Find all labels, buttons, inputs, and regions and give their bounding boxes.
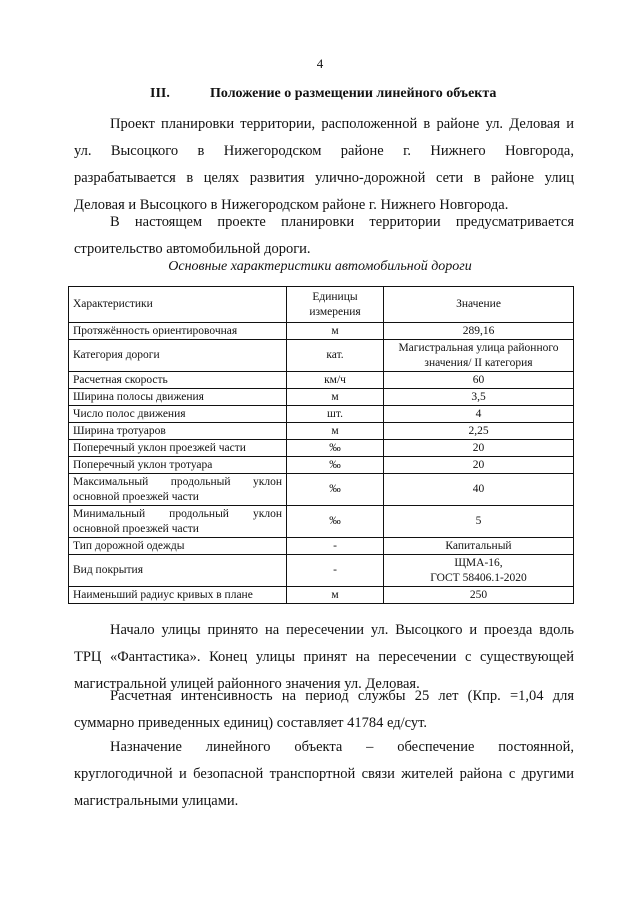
unit-cell: м — [287, 423, 384, 440]
text-line: строительство автомобильной дороги. — [74, 241, 311, 257]
table-header-row — [69, 287, 574, 323]
value-text: 5 — [475, 515, 482, 527]
value-cell — [384, 406, 574, 423]
header-characteristics: Характеристики — [69, 287, 287, 323]
unit-cell: ‰ — [287, 440, 384, 457]
unit-cell: шт. — [287, 406, 384, 423]
characteristic-text: Минимальный продольный уклон — [73, 507, 282, 520]
unit-cell: м — [287, 587, 384, 604]
header-value: Значение — [384, 287, 574, 323]
value-text: Магистральная улица районного — [398, 341, 559, 354]
value-text: 20 — [472, 441, 485, 454]
characteristic-cell — [69, 506, 287, 538]
value-cell — [384, 457, 574, 474]
characteristic-text: Максимальный продольный уклон — [73, 475, 282, 488]
value-cell — [384, 340, 574, 372]
characteristic-text: Число полос движения — [73, 407, 186, 420]
unit-cell: - — [287, 555, 384, 587]
characteristic-text: Ширина тротуаров — [73, 424, 166, 437]
table-row — [69, 423, 574, 440]
text-line: ТРЦ «Фантастика». Конец улицы принят на пересечении с существующей — [74, 649, 574, 665]
unit-cell: м — [287, 323, 384, 340]
characteristic-cell — [69, 474, 287, 506]
value-text: 4 — [475, 407, 482, 420]
text-line: магистральной улицей районного значения ул. Деловая. — [74, 676, 420, 692]
table-row — [69, 457, 574, 474]
value-cell — [384, 506, 574, 538]
unit-cell: ‰ — [287, 506, 384, 538]
characteristic-text: Протяжённость ориентировочная — [73, 324, 238, 337]
paragraph-project-description — [74, 111, 574, 219]
header-units — [287, 287, 384, 323]
value-text: значения/ II категория — [424, 356, 533, 369]
characteristic-text: Категория дороги — [73, 349, 160, 361]
table-row — [69, 474, 574, 506]
section-number: III. — [150, 86, 170, 101]
value-text: ЩМА-16, — [454, 556, 503, 569]
characteristic-cell — [69, 423, 287, 440]
characteristic-text: Поперечный уклон проезжей части — [73, 441, 246, 454]
section-title: Положение о размещении линейного объекта — [210, 86, 497, 101]
text-line: ул. Высоцкого в Нижегородском районе г. Нижнего Новгорода, — [74, 143, 574, 159]
table-row — [69, 406, 574, 423]
characteristic-cell — [69, 440, 287, 457]
text-line: Проект планировки территории, расположенной в районе ул. Деловая и — [110, 116, 574, 132]
table-row — [69, 372, 574, 389]
table-row — [69, 323, 574, 340]
header-units-text: Единицы измерения — [309, 290, 361, 318]
value-cell — [384, 323, 574, 340]
value-cell — [384, 440, 574, 457]
characteristic-cell — [69, 389, 287, 406]
value-text: Капитальный — [445, 539, 512, 552]
value-text: 40 — [472, 483, 485, 495]
value-cell — [384, 555, 574, 587]
text-line: Расчетная интенсивность на период службы 25 лет (Кпр. =1,04 для — [110, 688, 574, 704]
value-text: ГОСТ 58406.1-2020 — [430, 571, 527, 584]
characteristic-text: Тип дорожной одежды — [73, 539, 185, 552]
value-text: 250 — [469, 588, 488, 601]
table-row — [69, 555, 574, 587]
characteristic-cell — [69, 538, 287, 555]
page-number: 4 — [316, 56, 324, 71]
characteristic-cell — [69, 323, 287, 340]
paragraph-purpose — [74, 734, 574, 815]
table-row — [69, 587, 574, 604]
table-row — [69, 538, 574, 555]
paragraph-construction — [74, 209, 574, 263]
characteristic-text: Расчетная скорость — [73, 373, 168, 386]
unit-cell: ‰ — [287, 457, 384, 474]
value-cell — [384, 587, 574, 604]
characteristic-text: основной проезжей части — [73, 522, 199, 535]
characteristic-text: Ширина полосы движения — [73, 390, 204, 403]
text-line: Деловая и Высоцкого в Нижегородском районе г. Нижнего Новгорода. — [74, 197, 509, 213]
text-line: круглогодичной и безопасной транспортной связи жителей района с другими — [74, 766, 574, 782]
text-line: разрабатывается в целях развития улично-дорожной сети в районе улиц — [74, 170, 574, 186]
characteristic-text: Вид покрытия — [73, 564, 143, 576]
text-line: суммарно приведенных единиц) составляет 41784 ед/сут. — [74, 715, 427, 731]
text-line: магистральными улицами. — [74, 793, 239, 809]
value-cell — [384, 372, 574, 389]
section-heading — [150, 86, 496, 102]
characteristic-cell — [69, 555, 287, 587]
characteristic-cell — [69, 587, 287, 604]
value-cell — [384, 538, 574, 555]
value-text: 2,25 — [468, 424, 489, 437]
value-cell — [384, 474, 574, 506]
value-cell — [384, 389, 574, 406]
unit-cell: ‰ — [287, 474, 384, 506]
characteristic-text: основной проезжей части — [73, 490, 199, 503]
characteristic-cell — [69, 372, 287, 389]
text-line: В настоящем проекте планировки территории предусматривается — [110, 214, 574, 230]
paragraph-traffic-intensity — [74, 683, 574, 737]
unit-cell: км/ч — [287, 372, 384, 389]
value-text: 20 — [472, 458, 485, 471]
characteristic-cell — [69, 406, 287, 423]
table-row — [69, 340, 574, 372]
unit-cell: кат. — [287, 340, 384, 372]
table-row — [69, 506, 574, 538]
value-text: 289,16 — [462, 324, 495, 337]
text-line: Начало улицы принято на пересечении ул. Высоцкого и проезда вдоль — [110, 622, 574, 638]
table-row — [69, 389, 574, 406]
characteristic-cell — [69, 457, 287, 474]
text-line: Назначение линейного объекта – обеспечение постоянной, — [110, 739, 574, 755]
value-text: 3,5 — [471, 390, 486, 403]
characteristic-text: Наименьший радиус кривых в плане — [73, 588, 253, 601]
table-row — [69, 440, 574, 457]
characteristic-text: Поперечный уклон тротуара — [73, 458, 213, 471]
value-text: 60 — [472, 373, 485, 386]
characteristic-cell — [69, 340, 287, 372]
value-cell — [384, 423, 574, 440]
table-caption: Основные характеристики автомобильной дороги — [168, 259, 472, 274]
road-characteristics-table — [68, 286, 574, 604]
unit-cell: м — [287, 389, 384, 406]
unit-cell: - — [287, 538, 384, 555]
